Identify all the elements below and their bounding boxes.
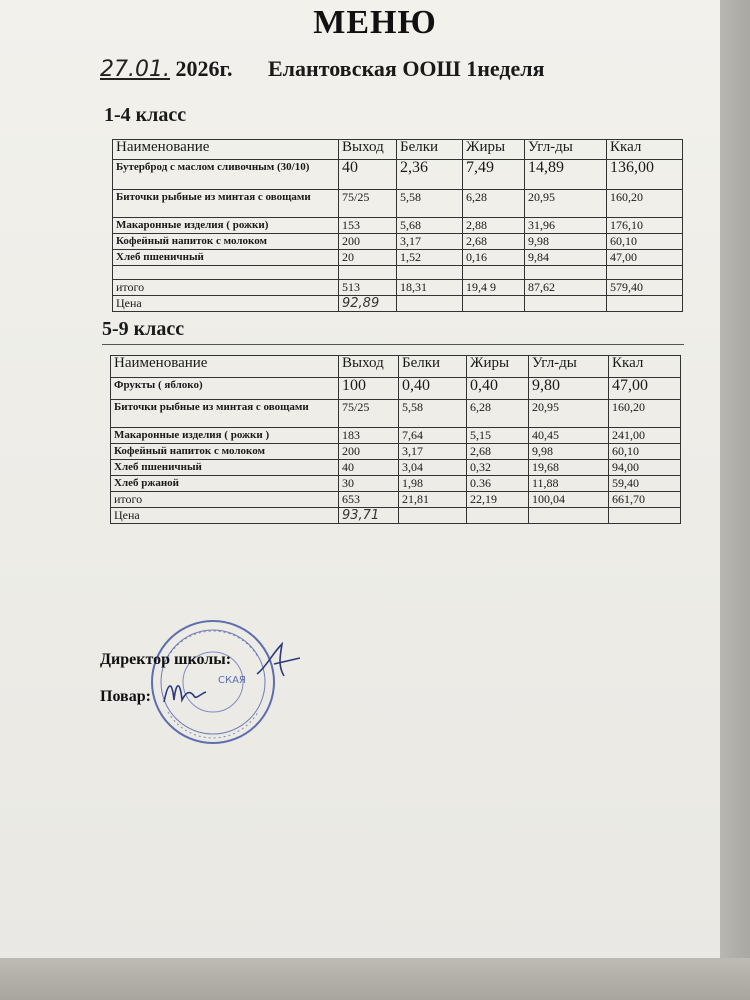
table-row <box>113 250 683 266</box>
menu-table-5-9 <box>110 355 681 524</box>
director-label: Директор школы: <box>100 651 232 668</box>
cell-kcal: 60,10 <box>607 234 683 250</box>
price-label: Цена <box>113 296 339 312</box>
empty-cell <box>463 296 525 312</box>
cell-output: 653 <box>339 492 399 508</box>
cell-carbs: 9,80 <box>529 378 609 400</box>
cell-output: 40 <box>339 160 397 190</box>
page-title: МЕНЮ <box>313 4 437 41</box>
cell-fat: 7,49 <box>463 160 525 190</box>
cell-carbs: 19,68 <box>529 460 609 476</box>
price-label: Цена <box>111 508 339 524</box>
cell-carbs: 9,84 <box>525 250 607 266</box>
menu-table-1-4 <box>112 139 683 312</box>
table-row <box>113 218 683 234</box>
empty-cell <box>397 296 463 312</box>
cell-protein: 5,58 <box>399 400 467 428</box>
cell-output: 183 <box>339 428 399 444</box>
background-surface <box>0 958 750 1000</box>
cell-name: Хлеб пшеничный <box>111 460 339 476</box>
col-kcal-header: Ккал <box>609 356 681 378</box>
cell-fat: 6,28 <box>463 190 525 218</box>
cell-name: Биточки рыбные из минтая с овощами <box>113 190 339 218</box>
cell-fat: 0,16 <box>463 250 525 266</box>
cell-output: 40 <box>339 460 399 476</box>
cell-carbs: 9,98 <box>525 234 607 250</box>
printed-year: 2026г. <box>175 56 233 81</box>
section-title-5-9: 5-9 класс <box>102 318 185 340</box>
cell-kcal: 579,40 <box>607 280 683 296</box>
table-row <box>111 444 681 460</box>
cell-name: Макаронные изделия ( рожки ) <box>111 428 339 444</box>
table-row <box>111 400 681 428</box>
cell-protein: 1,98 <box>399 476 467 492</box>
col-output-header: Выход <box>339 140 397 160</box>
cell-kcal: 47,00 <box>607 250 683 266</box>
col-protein-header: Белки <box>399 356 467 378</box>
cell-protein: 21,81 <box>399 492 467 508</box>
col-fat-header: Жиры <box>467 356 529 378</box>
cell-name: итого <box>113 280 339 296</box>
cook-signature <box>160 672 220 712</box>
cell-fat: 0,40 <box>467 378 529 400</box>
cell-carbs: 11,88 <box>529 476 609 492</box>
table-row <box>113 280 683 296</box>
cell-kcal: 160,20 <box>607 190 683 218</box>
cell-kcal: 136,00 <box>607 160 683 190</box>
price-value: 92,89 <box>339 296 397 312</box>
cell-kcal <box>607 266 683 280</box>
cell-carbs: 20,95 <box>529 400 609 428</box>
cell-kcal: 661,70 <box>609 492 681 508</box>
cell-protein: 1,52 <box>397 250 463 266</box>
col-kcal-header: Ккал <box>607 140 683 160</box>
section-divider <box>102 344 684 345</box>
cell-protein: 7,64 <box>399 428 467 444</box>
cell-protein: 3,17 <box>397 234 463 250</box>
col-name-header: Наименование <box>111 356 339 378</box>
table-row <box>113 266 683 280</box>
cell-name: Макаронные изделия ( рожки) <box>113 218 339 234</box>
cell-kcal: 176,10 <box>607 218 683 234</box>
empty-cell <box>609 508 681 524</box>
cell-output: 30 <box>339 476 399 492</box>
cell-name: Хлеб ржаной <box>111 476 339 492</box>
cell-fat: 2,68 <box>463 234 525 250</box>
cell-carbs: 31,96 <box>525 218 607 234</box>
cell-protein: 5,58 <box>397 190 463 218</box>
cell-output: 153 <box>339 218 397 234</box>
cell-carbs: 87,62 <box>525 280 607 296</box>
empty-cell <box>607 296 683 312</box>
cell-fat: 19,4 9 <box>463 280 525 296</box>
cell-protein <box>397 266 463 280</box>
stamp-text: СКАЯ <box>218 675 246 686</box>
table-row <box>111 492 681 508</box>
cell-carbs <box>525 266 607 280</box>
cell-kcal: 60,10 <box>609 444 681 460</box>
cell-output <box>339 266 397 280</box>
col-carbs-header: Угл-ды <box>529 356 609 378</box>
cook-label: Повар: <box>100 688 151 705</box>
cell-fat: 2,68 <box>467 444 529 460</box>
director-signature <box>252 636 312 686</box>
cell-fat: 2,88 <box>463 218 525 234</box>
cell-carbs: 9,98 <box>529 444 609 460</box>
cell-output: 513 <box>339 280 397 296</box>
section-title-1-4: 1-4 класс <box>104 104 187 126</box>
table-row <box>111 476 681 492</box>
cell-protein: 5,68 <box>397 218 463 234</box>
cell-fat <box>463 266 525 280</box>
cell-name: Кофейный напиток с молоком <box>113 234 339 250</box>
cell-name: итого <box>111 492 339 508</box>
school-name: Елантовская ООШ 1неделя <box>268 56 545 81</box>
cell-output: 75/25 <box>339 400 399 428</box>
cell-output: 200 <box>339 234 397 250</box>
cell-fat: 0.36 <box>467 476 529 492</box>
cell-fat: 22,19 <box>467 492 529 508</box>
cell-protein: 3,17 <box>399 444 467 460</box>
cell-name <box>113 266 339 280</box>
cell-fat: 5,15 <box>467 428 529 444</box>
background-wall <box>720 0 750 1000</box>
cell-output: 20 <box>339 250 397 266</box>
cell-protein: 18,31 <box>397 280 463 296</box>
cell-name: Хлеб пшеничный <box>113 250 339 266</box>
date-line <box>100 56 545 82</box>
cell-protein: 3,04 <box>399 460 467 476</box>
empty-cell <box>529 508 609 524</box>
cell-name: Бутерброд с маслом сливочным (30/10) <box>113 160 339 190</box>
cell-fat: 0,32 <box>467 460 529 476</box>
cell-protein: 2,36 <box>397 160 463 190</box>
cell-name: Фрукты ( яблоко) <box>111 378 339 400</box>
cell-output: 75/25 <box>339 190 397 218</box>
col-output-header: Выход <box>339 356 399 378</box>
cell-output: 100 <box>339 378 399 400</box>
handwritten-date: 27.01. <box>100 57 170 82</box>
cell-carbs: 40,45 <box>529 428 609 444</box>
table-row <box>111 460 681 476</box>
col-protein-header: Белки <box>397 140 463 160</box>
cell-kcal: 59,40 <box>609 476 681 492</box>
empty-cell <box>467 508 529 524</box>
price-row <box>111 508 681 524</box>
col-carbs-header: Угл-ды <box>525 140 607 160</box>
empty-cell <box>525 296 607 312</box>
cell-kcal: 241,00 <box>609 428 681 444</box>
col-fat-header: Жиры <box>463 140 525 160</box>
cell-kcal: 160,20 <box>609 400 681 428</box>
cell-kcal: 94,00 <box>609 460 681 476</box>
cell-carbs: 14,89 <box>525 160 607 190</box>
cell-carbs: 20,95 <box>525 190 607 218</box>
cell-name: Кофейный напиток с молоком <box>111 444 339 460</box>
table-row <box>113 160 683 190</box>
cell-name: Биточки рыбные из минтая с овощами <box>111 400 339 428</box>
empty-cell <box>399 508 467 524</box>
cell-protein: 0,40 <box>399 378 467 400</box>
table-row <box>111 428 681 444</box>
price-value: 93,71 <box>339 508 399 524</box>
cell-kcal: 47,00 <box>609 378 681 400</box>
price-row <box>113 296 683 312</box>
cell-carbs: 100,04 <box>529 492 609 508</box>
table-row <box>113 234 683 250</box>
col-name-header: Наименование <box>113 140 339 160</box>
cell-fat: 6,28 <box>467 400 529 428</box>
table-header <box>113 140 683 160</box>
table-header <box>111 356 681 378</box>
table-row <box>113 190 683 218</box>
table-row <box>111 378 681 400</box>
cell-output: 200 <box>339 444 399 460</box>
